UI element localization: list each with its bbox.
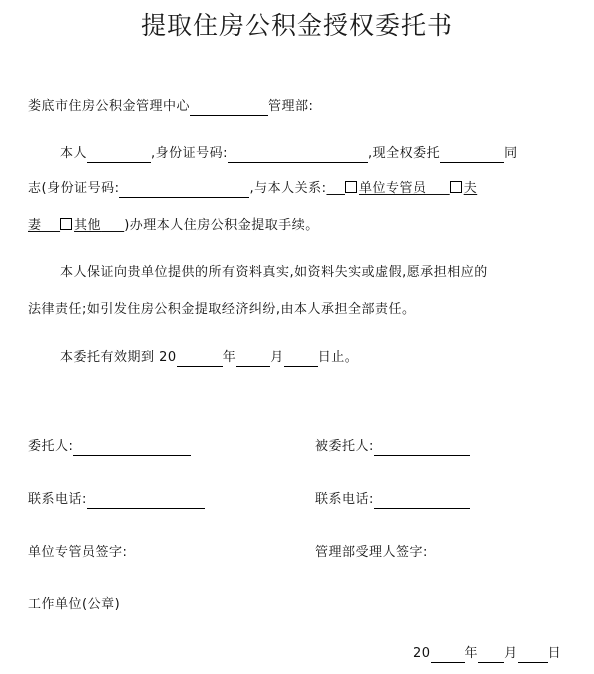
branch-blank[interactable] — [190, 101, 268, 116]
phone-right-line — [315, 491, 470, 509]
checkbox-officer[interactable] — [345, 181, 357, 193]
para1-line2 — [28, 180, 477, 198]
date-day-label: 日 — [547, 646, 562, 661]
unit-officer-sign: 单位专管员签字: — [28, 545, 128, 560]
phone-left-line — [28, 491, 205, 509]
label-idcard: ,身份证号码: — [151, 146, 229, 161]
phone-right-blank[interactable] — [374, 494, 470, 509]
addressee-line — [28, 98, 313, 116]
idcard-blank[interactable] — [228, 148, 368, 163]
validity-day-blank[interactable] — [284, 352, 318, 367]
trustee-idcard-blank[interactable] — [119, 183, 249, 198]
addressee-prefix: 娄底市住房公积金管理中心 — [28, 99, 191, 114]
para1-line1 — [60, 145, 518, 163]
validity-day-label: 日止。 — [317, 350, 359, 365]
entruster-line — [28, 438, 191, 456]
trustee-blank[interactable] — [374, 441, 470, 456]
validity-line — [60, 349, 358, 367]
label-tong: 同 — [504, 146, 518, 161]
name-blank[interactable] — [87, 148, 151, 163]
work-unit-seal: 工作单位(公章) — [28, 597, 121, 612]
validity-month-label: 月 — [270, 350, 284, 365]
phone-left-label: 联系电话: — [28, 492, 87, 507]
validity-prefix: 本委托有效期到 20 — [60, 350, 177, 365]
para1-tail: )办理本人住房公积金提取手续。 — [124, 218, 319, 233]
option-officer: 单位专管员 — [359, 181, 427, 196]
relation-options — [326, 181, 477, 196]
validity-year-label: 年 — [222, 350, 237, 365]
addressee-suffix: 管理部: — [268, 99, 314, 114]
date-year-label: 年 — [464, 646, 479, 661]
validity-year-blank[interactable] — [177, 352, 223, 367]
phone-right-label: 联系电话: — [315, 492, 374, 507]
para1-line3 — [28, 217, 319, 235]
checkbox-other[interactable] — [60, 218, 72, 230]
entruster-blank[interactable] — [73, 441, 191, 456]
validity-month-blank[interactable] — [236, 352, 270, 367]
checkbox-spouse[interactable] — [450, 181, 462, 193]
date-month-label: 月 — [504, 646, 518, 661]
label-zhi-id: 志(身份证号码: — [28, 181, 120, 196]
trustee-name-blank[interactable] — [440, 148, 504, 163]
para2-line2: 法律责任;如引发住房公积金提取经济纠纷,由本人承担全部责任。 — [28, 302, 416, 317]
document-title: 提取住房公积金授权委托书 — [140, 11, 453, 40]
date-prefix: 20 — [413, 646, 431, 661]
date-day-blank[interactable] — [518, 648, 548, 663]
label-quanquan: ,现全权委托 — [368, 146, 441, 161]
para2-line1: 本人保证向贵单位提供的所有资料真实,如资料失实或虚假,愿承担相应的 — [60, 265, 488, 280]
option-spouse-end: 妻 — [28, 218, 42, 233]
phone-left-blank[interactable] — [87, 494, 205, 509]
mgmt-receiver-sign: 管理部受理人签字: — [315, 545, 428, 560]
label-relation: ,与本人关系: — [249, 181, 327, 196]
label-benren: 本人 — [60, 146, 88, 161]
option-spouse-start: 夫 — [463, 181, 478, 196]
trustee-label: 被委托人: — [315, 439, 374, 454]
date-line — [413, 645, 561, 663]
entruster-label: 委托人: — [28, 439, 74, 454]
relation-options-cont — [28, 218, 124, 233]
option-other: 其他 — [74, 218, 102, 233]
date-year-blank[interactable] — [431, 648, 465, 663]
date-month-blank[interactable] — [478, 648, 504, 663]
trustee-line — [315, 438, 470, 456]
